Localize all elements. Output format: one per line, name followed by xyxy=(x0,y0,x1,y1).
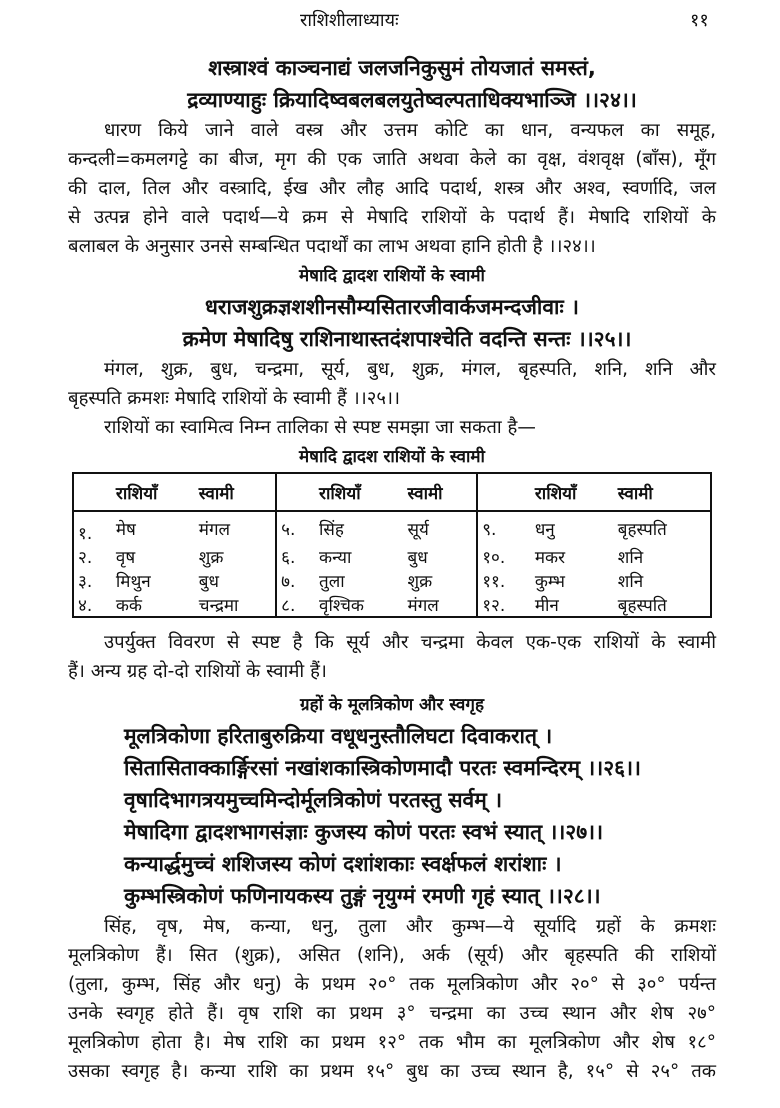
verse-line: द्रव्याण्याहुः क्रियादिष्वबलबलयुतेष्वल्पताधिक्यभाञ्जि ।।२४।। xyxy=(187,88,637,112)
para-line: हैं। अन्य ग्रह दो-दो राशियों के स्वामी हैं। xyxy=(68,661,327,682)
cell: बृहस्पति xyxy=(617,595,667,616)
verse-line: मेषादिगा द्वादशभागसंज्ञाः कुजस्य कोणं परतः स्वभं स्यात् ।।२७।। xyxy=(124,820,604,844)
cell: ६. xyxy=(276,544,315,568)
cell: वृश्चिक xyxy=(319,595,364,616)
verse-line: शस्त्राश्वं काञ्चनाद्यं जलजनिकुसुमं तोयजातं समस्तं, xyxy=(208,56,596,80)
cell: कर्क xyxy=(115,595,142,616)
cell: १०. xyxy=(477,544,531,568)
cell: ११. xyxy=(477,568,531,592)
cell: ७. xyxy=(276,568,315,592)
para-line: बलाबल के अनुसार उनसे सम्बन्धित पदार्थों का लाभ अथवा हानि होती है ।।२४।। xyxy=(68,236,596,257)
cell: १. xyxy=(78,523,93,544)
verse-line: मूलत्रिकोणा हरिताबुरुक्रिया वधूधनुस्तौलिघटा दिवाकरात् । xyxy=(124,724,553,748)
cell: ४. xyxy=(78,595,93,616)
cell: मंगल xyxy=(198,519,231,540)
para-line: राशियों का स्वामित्व निम्न तालिका से स्पष्ट समझा जा सकता है— xyxy=(104,417,536,438)
table-row xyxy=(73,592,711,617)
para-line: धारण किये जाने वाले वस्त्र और उत्तम कोटि का धान, वन्यफल का समूह, xyxy=(104,120,716,141)
verse-line: धराजशुक्रज्ञशशीनसौम्यसितारजीवार्कजमन्दजीवाः । xyxy=(204,295,579,319)
cell: शनि xyxy=(617,547,644,568)
cell: मंगल xyxy=(407,595,439,616)
para-line: मूलत्रिकोण होता है। मेष राशि का प्रथम १२° तक भौम का मूलत्रिकोण और शेष १८° xyxy=(68,1032,716,1053)
cell: शनि xyxy=(617,571,644,592)
col-header: स्वामी xyxy=(614,473,711,511)
cell: धनु xyxy=(534,519,555,540)
table-header-row xyxy=(73,473,711,511)
cell: मीन xyxy=(534,595,559,616)
para-line: की दाल, तिल और वस्त्रादि, ईख और लौह आदि पदार्थ, शस्त्र और अश्व, स्वर्णादि, जल xyxy=(68,178,716,199)
section-heading: ग्रहों के मूलत्रिकोण और स्वगृह xyxy=(300,695,484,715)
col-header: राशियाँ xyxy=(531,473,614,511)
para-line: उसका स्वगृह है। कन्या राशि का प्रथम १५° बुध का उच्च स्थान है, १५° से २५° तक xyxy=(68,1061,716,1082)
cell: ५. xyxy=(276,511,315,544)
cell: १२. xyxy=(477,592,531,617)
cell: ८. xyxy=(276,592,315,617)
para-line: बृहस्पति क्रमशः मेषादि राशियों के स्वामी हैं ।।२५।। xyxy=(68,388,401,409)
verse-line: सितासिताक्कार्ङ्गिरसां नखांशकास्त्रिकोणमादौ परतः स्वमन्दिरम् ।।२६।। xyxy=(124,756,641,780)
rashi-lord-table xyxy=(72,472,712,618)
para-line: मंगल, शुक्र, बुध, चन्द्रमा, सूर्य, बुध, शुक्र, मंगल, बृहस्पति, शनि, शनि और xyxy=(104,359,716,380)
cell: ३. xyxy=(78,571,93,592)
cell: २. xyxy=(78,547,93,568)
verse-line: क्रमेण मेषादिषु राशिनाथास्तदंशपाश्चेति वदन्ति सन्तः ।।२५।। xyxy=(182,327,632,351)
col-header: स्वामी xyxy=(195,473,276,511)
table-row xyxy=(73,544,711,568)
cell: कुम्भ xyxy=(534,571,565,592)
cell: तुला xyxy=(319,571,345,592)
cell: कन्या xyxy=(319,547,352,568)
cell: शुक्र xyxy=(198,547,224,568)
section-heading: मेषादि द्वादश राशियों के स्वामी xyxy=(299,266,485,286)
table-row xyxy=(73,568,711,592)
cell: मेष xyxy=(115,519,136,540)
cell: बृहस्पति xyxy=(617,519,667,540)
running-header xyxy=(0,6,780,36)
para-line: उपर्युक्त विवरण से स्पष्ट है कि सूर्य और चन्द्रमा केवल एक-एक राशियों के स्वामी xyxy=(104,632,716,653)
cell: मिथुन xyxy=(115,571,151,592)
chapter-title: राशिशीलाध्यायः xyxy=(300,10,399,31)
para-line: कन्दली=कमलगट्टे का बीज, मृग की एक जाति अथवा केले का वृक्ष, वंशवृक्ष (बाँस), मूँग xyxy=(68,149,716,170)
para-line: (तुला, कुम्भ, सिंह और धनु) के प्रथम २०° तक मूलत्रिकोण और २०° से ३०° पर्यन्त xyxy=(68,974,716,995)
page-number: ११ xyxy=(690,10,709,31)
cell: चन्द्रमा xyxy=(198,595,239,616)
cell: शुक्र xyxy=(407,571,433,592)
para-line: उनके स्वगृह होते हैं। वृष राशि का प्रथम ३° चन्द्रमा का उच्च स्थान और शेष २७° xyxy=(68,1003,716,1024)
table-row xyxy=(73,511,711,544)
cell: बुध xyxy=(198,571,219,592)
col-header: स्वामी xyxy=(404,473,478,511)
para-line: मूलत्रिकोण हैं। सित (शुक्र), असित (शनि), अर्क (सूर्य) और बृहस्पति की राशियों xyxy=(68,945,716,966)
page-body xyxy=(68,52,716,1086)
para-line: सिंह, वृष, मेष, कन्या, धनु, तुला और कुम्भ—ये सूर्यादि ग्रहों के क्रमशः xyxy=(104,916,716,937)
verse-line: कन्यार्द्धमुच्चं शशिजस्य कोणं दशांशकाः स्वर्क्षफलं शरांशाः । xyxy=(124,852,562,876)
col-header: राशियाँ xyxy=(315,473,404,511)
cell: सिंह xyxy=(319,519,344,540)
table-title: मेषादि द्वादश राशियों के स्वामी xyxy=(299,447,485,467)
cell: ९. xyxy=(477,511,531,544)
cell: सूर्य xyxy=(407,519,429,540)
verse-line: वृषादिभागत्रयमुच्चमिन्दोर्मूलत्रिकोणं परतस्तु सर्वम् । xyxy=(124,788,503,812)
verse-line: कुम्भस्त्रिकोणं फणिनायकस्य तुङ्गं नृयुग्मं रमणी गृहं स्यात् ।।२८।। xyxy=(124,884,601,908)
cell: वृष xyxy=(115,547,136,568)
col-header: राशियाँ xyxy=(112,473,195,511)
para-line: से उत्पन्न होने वाले पदार्थ—ये क्रम से मेषादि राशियों के पदार्थ हैं। मेषादि राशियों के xyxy=(68,207,716,228)
cell: मकर xyxy=(534,547,566,568)
cell: बुध xyxy=(407,547,428,568)
